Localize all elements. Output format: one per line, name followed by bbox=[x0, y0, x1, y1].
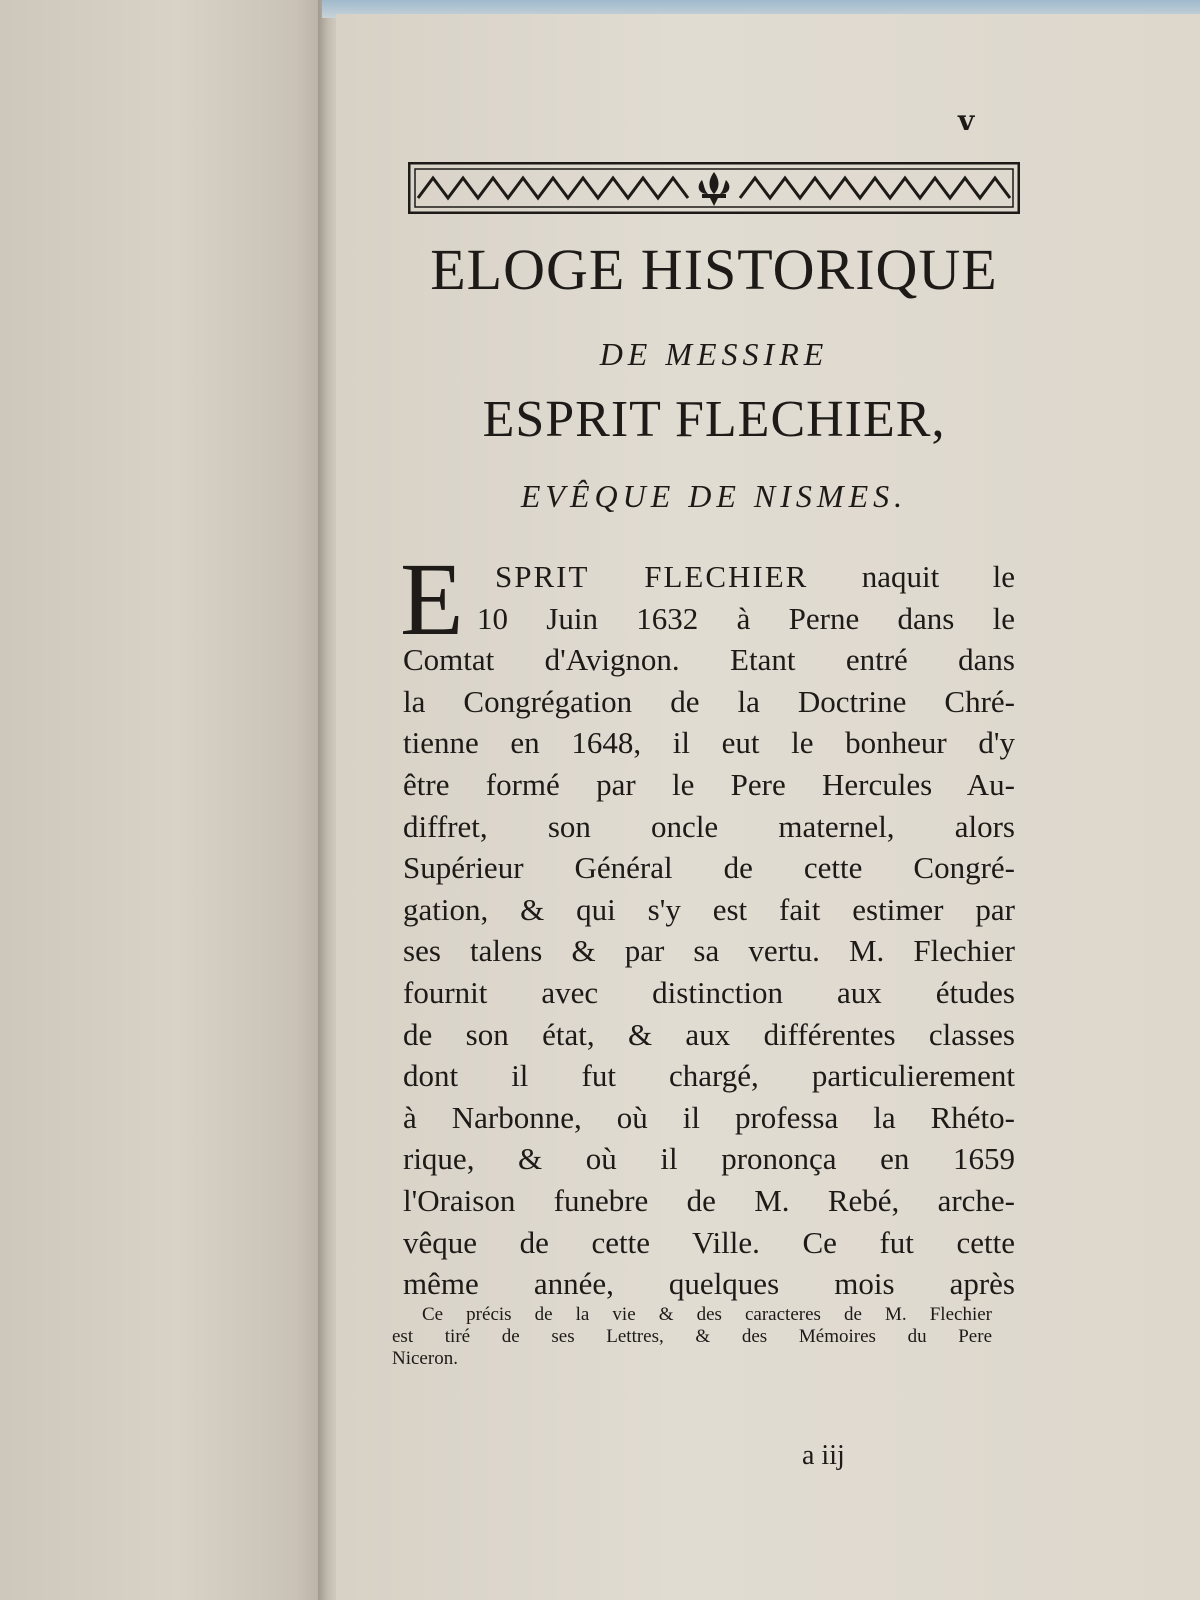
drop-cap: E bbox=[400, 542, 464, 657]
signature-mark: a iij bbox=[802, 1440, 845, 1471]
text-line: à Narbonne, où il professa la Rhéto- bbox=[403, 1099, 1015, 1135]
text-line: diffret, son oncle maternel, alors bbox=[403, 808, 1015, 844]
text-line bbox=[403, 556, 1015, 598]
subject-office: EVÊQUE DE NISMES. bbox=[520, 478, 908, 514]
text-line: l'Oraison funebre de M. Rebé, arche- bbox=[403, 1182, 1015, 1218]
subject-name: ESPRIT FLECHIER, bbox=[482, 391, 946, 448]
text-line: tienne en 1648, il eut le bonheur d'y bbox=[403, 725, 1015, 761]
footnote-line: est tiré de ses Lettres, & des Mémoires du Pere bbox=[392, 1326, 992, 1347]
page-number: v bbox=[958, 104, 975, 137]
body-text bbox=[403, 556, 1015, 1305]
text-line: rique, & où il prononça en 1659 bbox=[403, 1141, 1015, 1177]
text-line: vêque de cette Ville. Ce fut cette bbox=[403, 1224, 1015, 1260]
text-line: être formé par le Pere Hercules Au- bbox=[403, 766, 1015, 802]
first-line-rest: naquit le bbox=[808, 559, 1015, 594]
page-title: ELOGE HISTORIQUE bbox=[430, 237, 998, 302]
footnote-line: Niceron. bbox=[392, 1348, 458, 1369]
text-line: fournit avec distinction aux études bbox=[403, 974, 1015, 1010]
footnote-line: Ce précis de la vie & des caracteres de M. Flechier bbox=[422, 1304, 992, 1325]
text-line: de son état, & aux différentes classes bbox=[403, 1016, 1015, 1052]
text-line: Supérieur Général de cette Congré- bbox=[403, 850, 1015, 886]
text-line: 10 Juin 1632 à Perne dans le bbox=[477, 600, 1015, 636]
subtitle: DE MESSIRE bbox=[599, 336, 829, 372]
facing-page bbox=[0, 0, 322, 1600]
text-line: ses talens & par sa vertu. M. Flechier bbox=[403, 933, 1015, 969]
text-line: dont il fut chargé, particulierement bbox=[403, 1058, 1015, 1094]
fleuron-ornament bbox=[408, 162, 1020, 214]
text-line: gation, & qui s'y est fait estimer par bbox=[403, 891, 1015, 927]
text-line: même année, quelques mois après bbox=[403, 1266, 1015, 1302]
fleur-de-lis-icon bbox=[699, 172, 730, 206]
text-line: la Congrégation de la Doctrine Chré- bbox=[403, 683, 1015, 719]
first-words: SPRIT FLECHIER bbox=[495, 559, 809, 594]
footnote bbox=[392, 1304, 992, 1370]
text-line: Comtat d'Avignon. Etant entré dans bbox=[403, 642, 1015, 678]
